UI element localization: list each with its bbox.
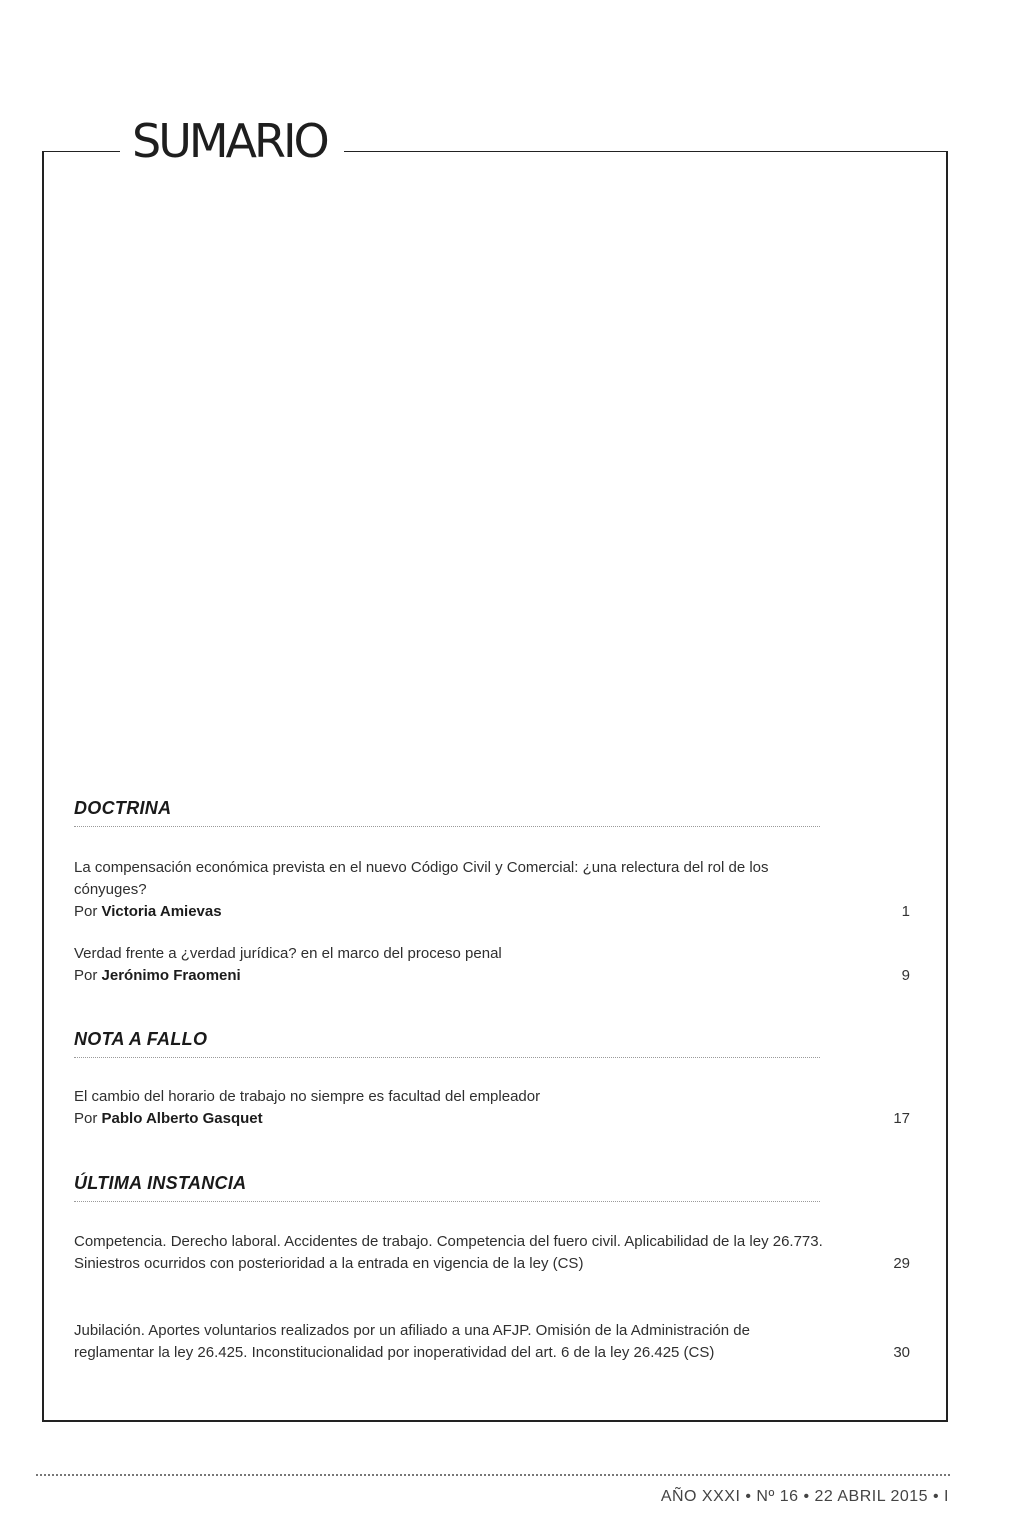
entry-author-line	[74, 965, 910, 987]
entry-author-line	[74, 1108, 910, 1130]
entry-page-number: 29	[893, 1255, 910, 1272]
entry-page-number: 17	[893, 1110, 910, 1127]
entry-page-number: 9	[901, 967, 910, 984]
footer-dotted-rule	[36, 1474, 950, 1476]
entry-description: Verdad frente a ¿verdad jurídica? en el marco del proceso penal	[74, 945, 502, 962]
toc-entry[interactable]	[74, 857, 910, 923]
section-ultima-instancia	[74, 1173, 820, 1202]
section-title: DOCTRINA	[74, 798, 820, 827]
entry-page-number: 30	[893, 1344, 910, 1361]
author-prefix: Por	[74, 1110, 98, 1127]
section-nota-a-fallo	[74, 1029, 820, 1058]
toc-entry[interactable]	[74, 1320, 910, 1364]
section-title: NOTA A FALLO	[74, 1029, 820, 1058]
entry-author: Pablo Alberto Gasquet	[101, 1110, 263, 1127]
section-title: ÚLTIMA INSTANCIA	[74, 1173, 820, 1202]
entry-description: Jubilación. Aportes voluntarios realizados por un afiliado a una AFJP. Omisión de la Administración de reglamentar la ley 26.425. Inconstitucionalidad por inoperatividad del art. 6 de la ley 26.425 (CS)	[74, 1322, 750, 1361]
page-title: SUMARIO	[132, 114, 327, 168]
entry-author-line	[74, 901, 910, 923]
entry-author: Jerónimo Fraomeni	[101, 967, 241, 984]
author-prefix: Por	[74, 903, 98, 920]
entry-description: Competencia. Derecho laboral. Accidentes de trabajo. Competencia del fuero civil. Aplicabilidad de la ley 26.773. Siniestros ocurridos con posterioridad a la entrada en vigencia de la ley (CS)	[74, 1233, 823, 1272]
entry-page-number: 1	[901, 903, 910, 920]
frame-top-rule-left	[42, 151, 120, 152]
entry-author: Victoria Amievas	[101, 903, 222, 920]
section-doctrina	[74, 798, 820, 827]
entry-description: El cambio del horario de trabajo no siempre es facultad del empleador	[74, 1088, 541, 1105]
toc-entry[interactable]	[74, 1231, 910, 1275]
frame-top-rule-right	[344, 151, 948, 152]
footer-issue-info: AÑO XXXI • Nº 16 • 22 ABRIL 2015 • I	[660, 1488, 949, 1505]
toc-entry[interactable]	[74, 1086, 910, 1130]
author-prefix: Por	[74, 967, 98, 984]
toc-entry[interactable]	[74, 943, 910, 987]
entry-description: La compensación económica prevista en el nuevo Código Civil y Comercial: ¿una relectura del rol de los cónyuges?	[74, 859, 769, 898]
